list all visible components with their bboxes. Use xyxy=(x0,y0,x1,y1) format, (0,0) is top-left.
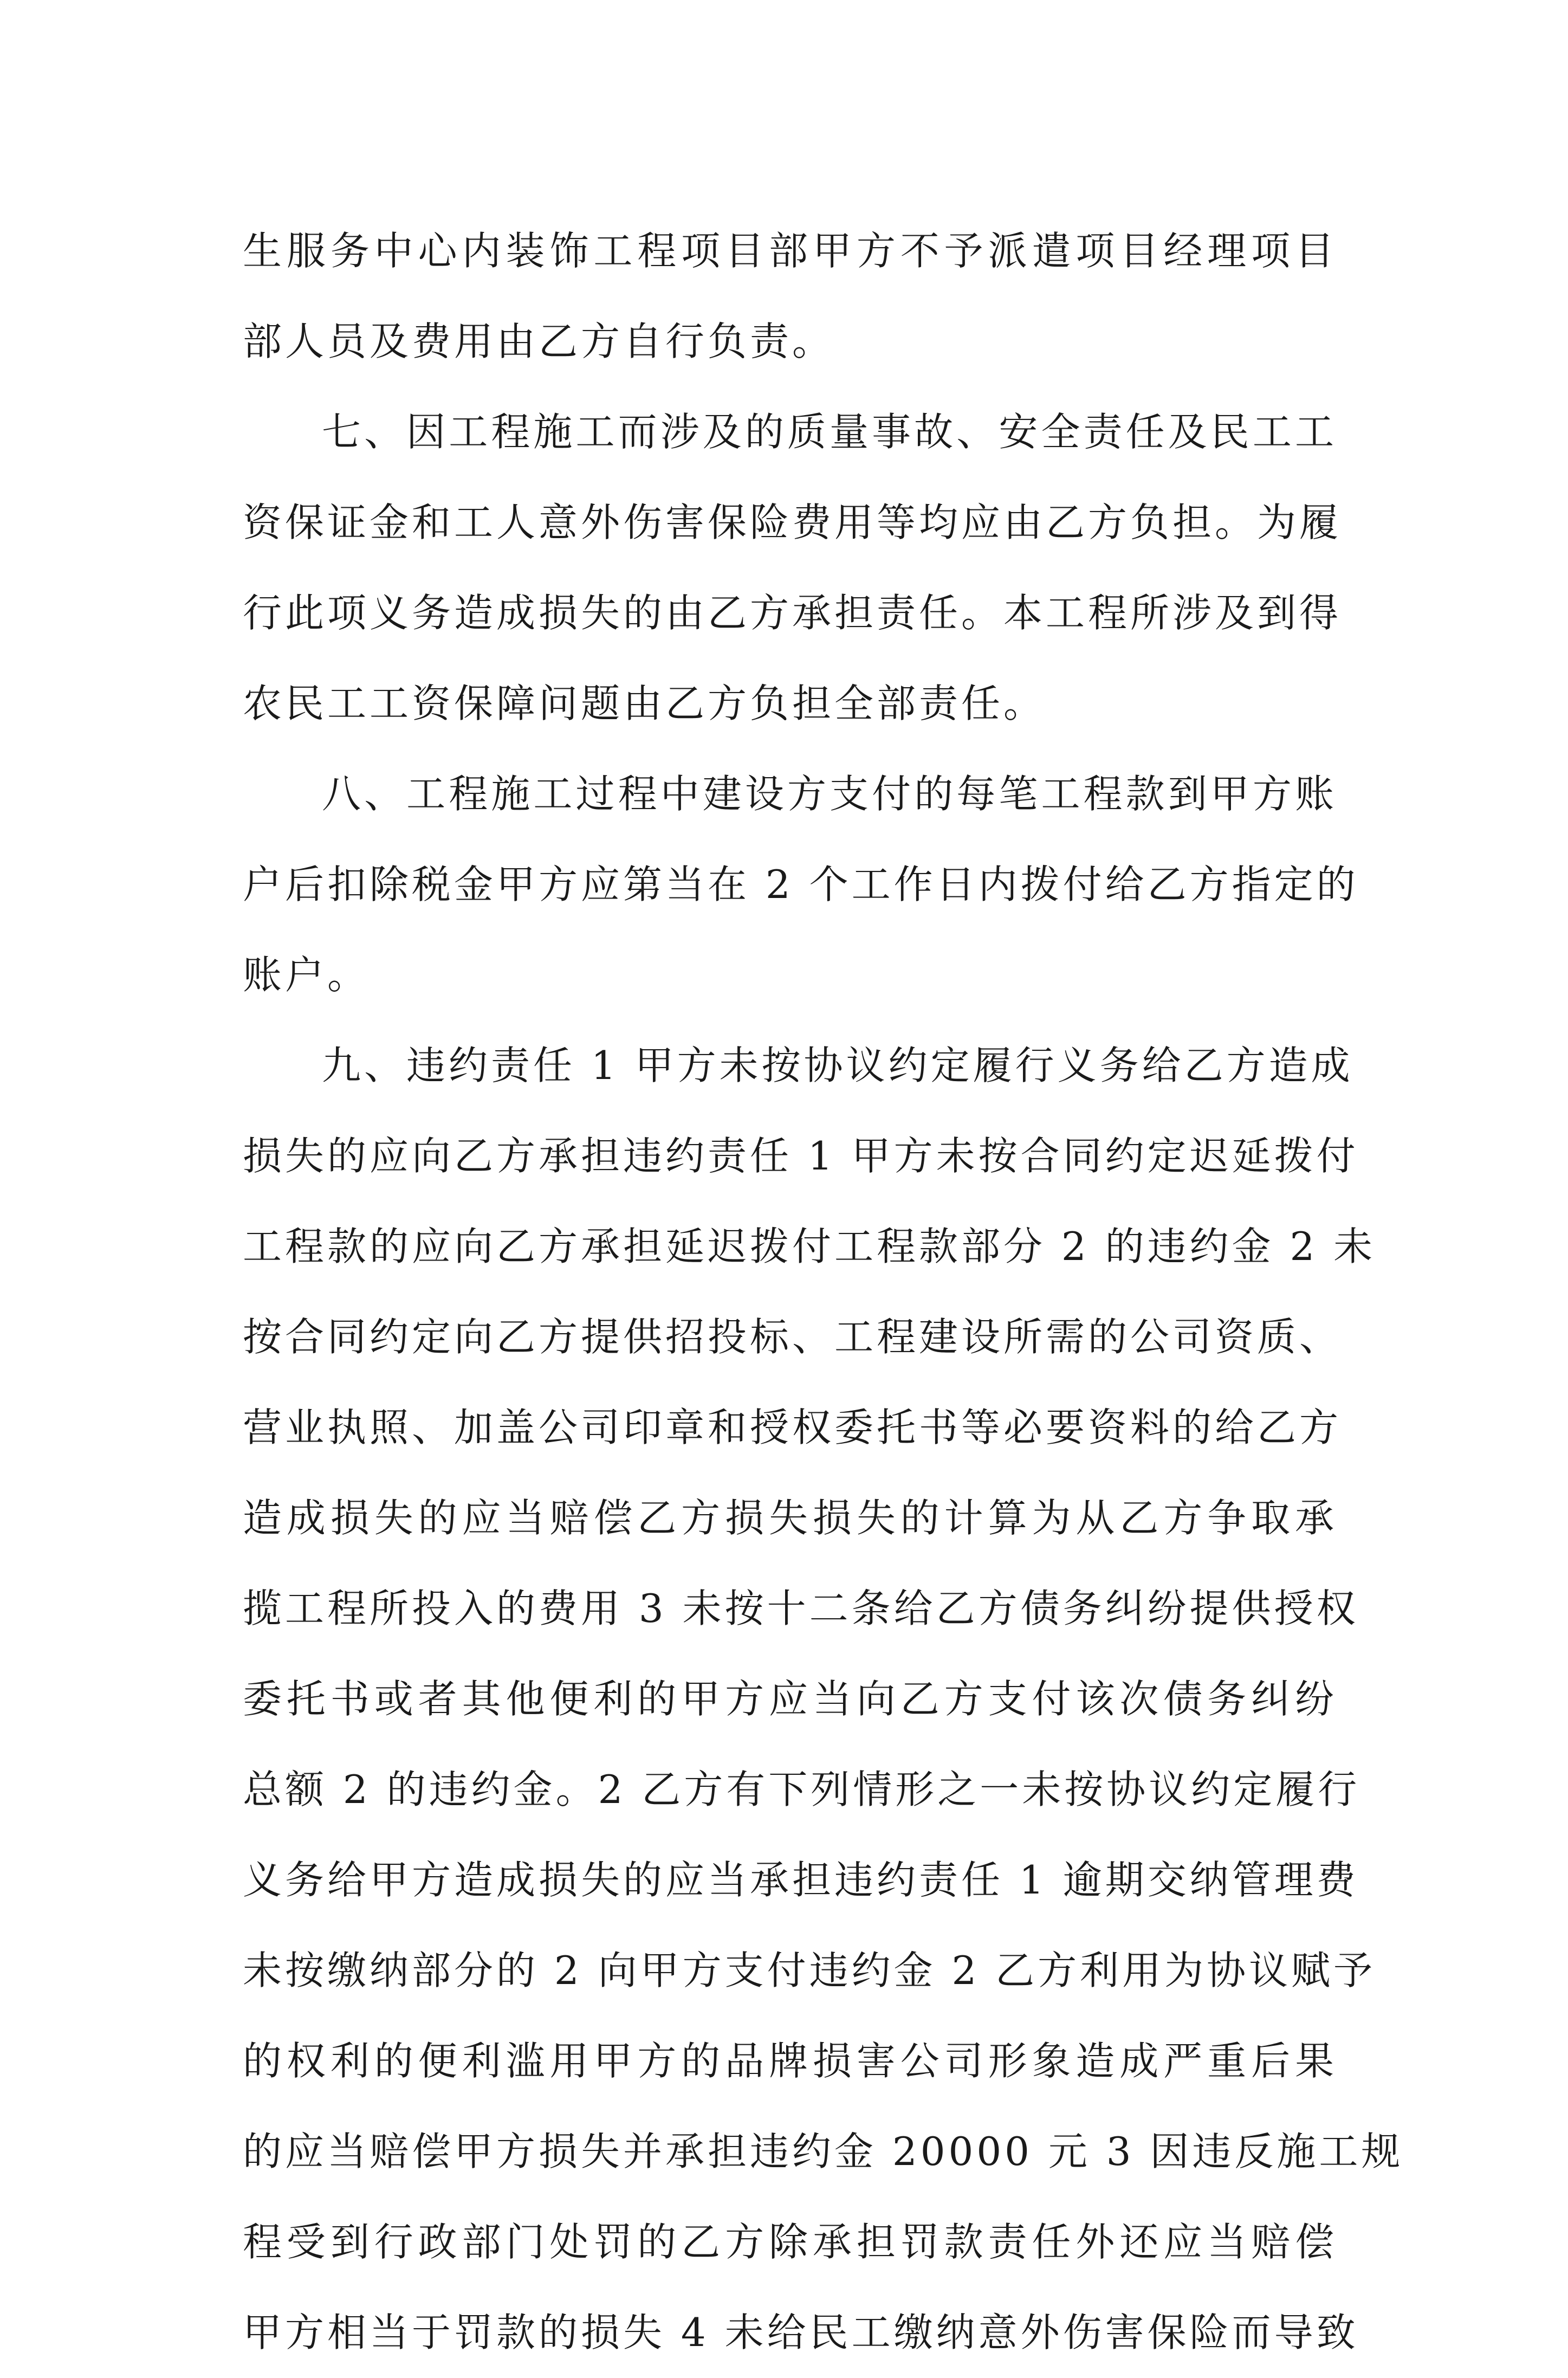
text-line: 义务给甲方造成损失的应当承担违约责任 1 逾期交纳管理费 xyxy=(243,1857,1359,1903)
text-line: 生服务中心内装饰工程项目部甲方不予派遣项目经理项目 xyxy=(243,228,1337,274)
text-line: 造成损失的应当赔偿乙方损失损失的计算为从乙方争取承 xyxy=(243,1495,1337,1541)
text-line: 损失的应向乙方承担违约责任 1 甲方未按合同约定迟延拨付 xyxy=(243,1133,1359,1179)
text-line: 甲方相当于罚款的损失 4 未给民工缴纳意外伤害保险而导致 xyxy=(243,2310,1359,2355)
text-line: 农民工工资保障问题由乙方负担全部责任。 xyxy=(243,681,1046,726)
text-line: 账户。 xyxy=(243,952,370,998)
text-line: 按合同约定向乙方提供招投标、工程建设所需的公司资质、 xyxy=(243,1314,1342,1360)
text-line: 总额 2 的违约金。2 乙方有下列情形之一未按协议约定履行 xyxy=(243,1767,1360,1812)
text-line: 未按缴纳部分的 2 向甲方支付违约金 2 乙方利用为协议赋予 xyxy=(243,1948,1376,1993)
text-line: 工程款的应向乙方承担延迟拨付工程款部分 2 的违约金 2 未 xyxy=(243,1224,1376,1269)
text-line: 户后扣除税金甲方应第当在 2 个工作日内拨付给乙方指定的 xyxy=(243,862,1359,907)
text-line: 营业执照、加盖公司印章和授权委托书等必要资料的给乙方 xyxy=(243,1405,1342,1450)
text-line: 七、因工程施工而涉及的质量事故、安全责任及民工工 xyxy=(322,409,1337,455)
text-line: 揽工程所投入的费用 3 未按十二条给乙方债务纠纷提供授权 xyxy=(243,1586,1359,1631)
text-line: 的应当赔偿甲方损失并承担违约金 20000 元 3 因违反施工规 xyxy=(243,2129,1404,2174)
text-line: 资保证金和工人意外伤害保险费用等均应由乙方负担。为履 xyxy=(243,500,1342,545)
text-line: 九、违约责任 1 甲方未按协议约定履行义务给乙方造成 xyxy=(322,1043,1353,1088)
text-line: 程受到行政部门处罚的乙方除承担罚款责任外还应当赔偿 xyxy=(243,2219,1337,2265)
text-line: 行此项义务造成损失的由乙方承担责任。本工程所涉及到得 xyxy=(243,590,1342,636)
text-line: 八、工程施工过程中建设方支付的每笔工程款到甲方账 xyxy=(322,771,1337,817)
text-line: 的权利的便利滥用甲方的品牌损害公司形象造成严重后果 xyxy=(243,2038,1337,2084)
document-body xyxy=(243,206,1404,2378)
text-line: 委托书或者其他便利的甲方应当向乙方支付该次债务纠纷 xyxy=(243,1676,1337,1722)
text-line: 部人员及费用由乙方自行负责。 xyxy=(243,319,835,364)
